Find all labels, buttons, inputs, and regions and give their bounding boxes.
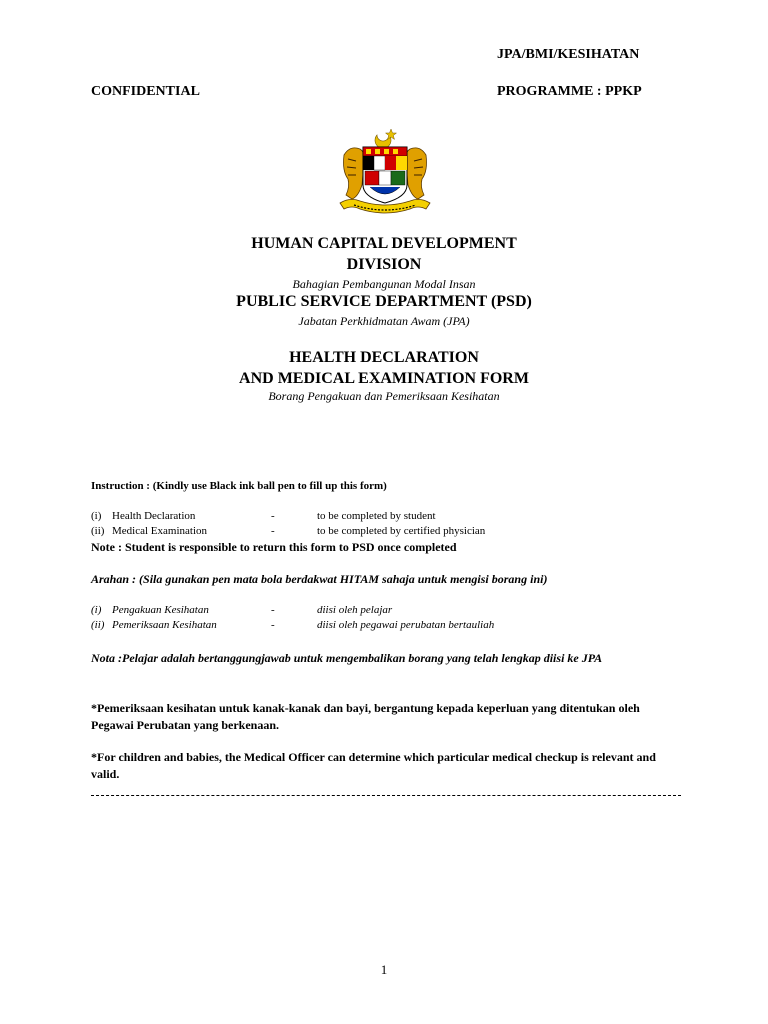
children-note-english: *For children and babies, the Medical Officer can determine which particular medical checkup is relevant and valid. (91, 750, 656, 781)
department-title: PUBLIC SERVICE DEPARTMENT (PSD) (236, 293, 532, 310)
item-dash: - (271, 619, 275, 631)
children-note-malay: *Pemeriksaan kesihatan untuk kanak-kanak dan bayi, bergantung kepada keperluan yang ditentukan oleh Pegawai Perubatan yang berkenaan. (91, 701, 640, 732)
division-malay-title: Bahagian Pembangunan Modal Insan (292, 277, 476, 291)
coat-of-arms-emblem (330, 125, 440, 220)
item-description: diisi oleh pegawai perubatan bertauliah (317, 619, 495, 631)
item-dash: - (271, 604, 275, 616)
item-number: (ii) (91, 619, 105, 631)
page-number: 1 (380, 962, 388, 977)
programme-label: PROGRAMME : PPKP (497, 84, 642, 99)
item-label: Pemeriksaan Kesihatan (112, 619, 217, 631)
item-dash: - (271, 525, 275, 537)
division-title-line1: HUMAN CAPITAL DEVELOPMENT (251, 235, 517, 252)
dashed-divider (91, 795, 681, 796)
reference-code: JPA/BMI/KESIHATAN (497, 47, 640, 62)
item-description: diisi oleh pelajar (317, 604, 393, 616)
item-number: (i) (91, 510, 102, 522)
note-english: Note : Student is responsible to return this form to PSD once completed (91, 540, 457, 554)
item-number: (ii) (91, 525, 105, 537)
department-malay-title: Jabatan Perkhidmatan Awam (JPA) (298, 314, 470, 328)
instruction-malay: Arahan : (Sila gunakan pen mata bola berdakwat HITAM sahaja untuk mengisi borang ini) (91, 572, 548, 586)
item-dash: - (271, 510, 275, 522)
item-label: Health Declaration (112, 510, 196, 522)
instruction-english: Instruction : (Kindly use Black ink ball pen to fill up this form) (91, 480, 387, 492)
form-title-line2: AND MEDICAL EXAMINATION FORM (239, 370, 529, 387)
form-title-line1: HEALTH DECLARATION (289, 349, 479, 366)
form-malay-title: Borang Pengakuan dan Pemeriksaan Kesihatan (268, 389, 500, 403)
note-malay: Nota :Pelajar adalah bertanggungjawab untuk mengembalikan borang yang telah lengkap diisi ke JPA (91, 651, 603, 665)
confidential-label: CONFIDENTIAL (91, 84, 200, 99)
item-description: to be completed by certified physician (317, 525, 486, 537)
item-description: to be completed by student (317, 510, 436, 522)
division-title-line2: DIVISION (346, 256, 422, 273)
item-label: Pengakuan Kesihatan (112, 604, 209, 616)
item-number: (i) (91, 604, 102, 616)
item-label: Medical Examination (112, 525, 207, 537)
